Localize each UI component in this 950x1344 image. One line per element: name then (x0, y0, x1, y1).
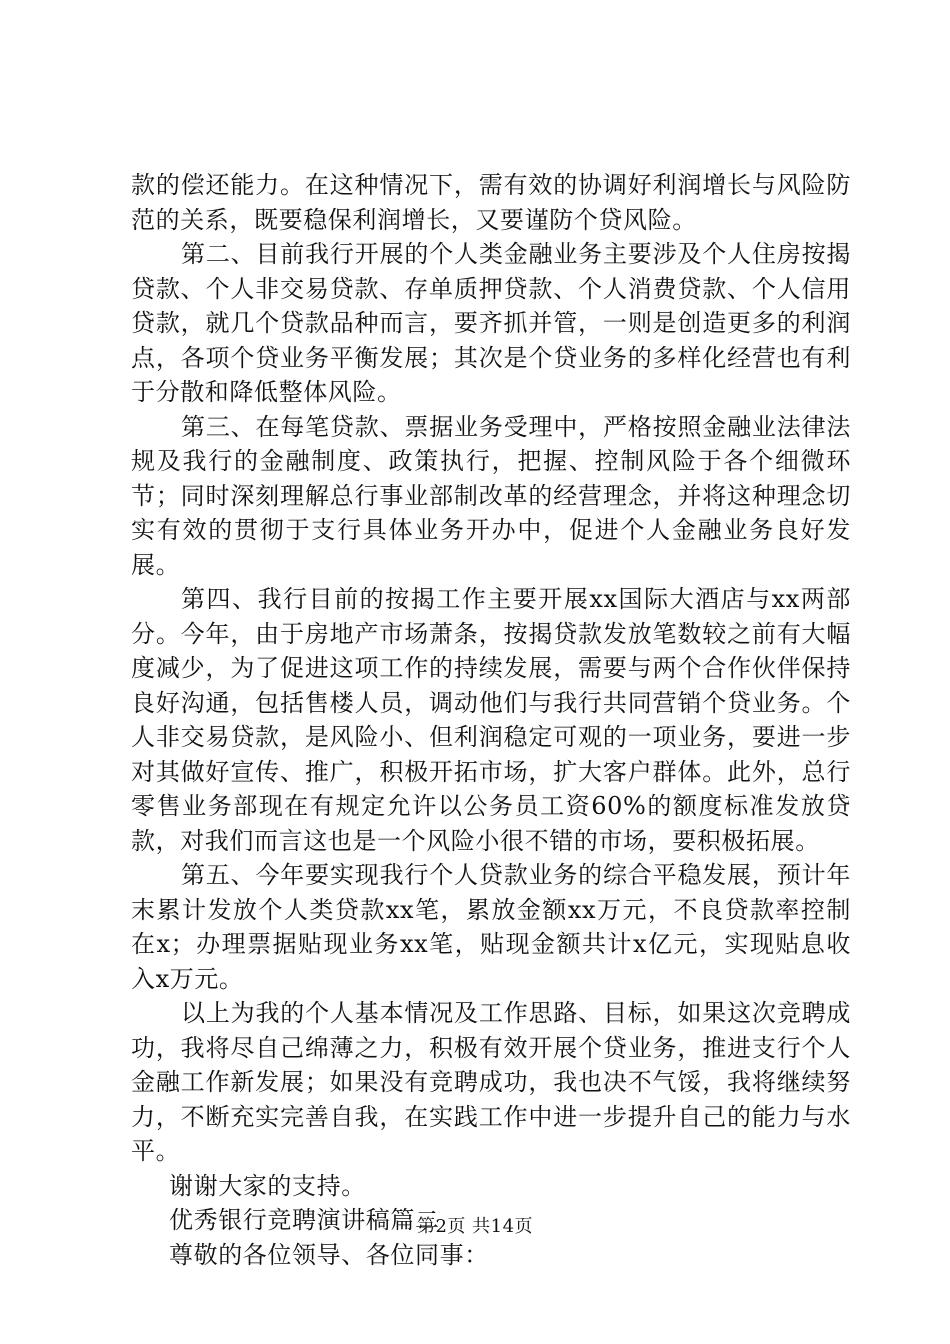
section-heading: 优秀银行竞聘演讲稿篇二 (169, 1206, 440, 1234)
paragraph-fourth-point: 第四、我行目前的按揭工作主要开展xx国际大酒店与xx两部分。今年，由于房地产市场萧条，按揭贷款发放笔数较之前有大幅度减少，为了促进这项工作的持续发展，需要与两个合作伙伴保持良好沟通，包括售楼人员，调动他们与我行共同营销个贷业务。个人非交易贷款，是风险小、但利润稳定可观的一项业务，要进一步对其做好宣传、推广，积极开拓市场，扩大客户群体。此外，总行零售业务部现在有规定允许以公务员工资60%的额度标准发放贷款，对我们而言这也是一个风险小很不错的市场，要积极拓展。 (131, 585, 851, 855)
paragraph-third-point: 第三、在每笔贷款、票据业务受理中，严格按照金融业法律法规及我行的金融制度、政策执行，把握、控制风险于各个细微环节；同时深刻理解总行事业部制改革的经营理念，并将这种理念切实有效的贯彻于支行具体业务开办中，促进个人金融业务良好发展。 (131, 412, 851, 579)
paragraph-fifth-point: 第五、今年要实现我行个人贷款业务的综合平稳发展，预计年末累计发放个人类贷款xx笔，累放金额xx万元，不良贷款率控制在x；办理票据贴现业务xx笔，贴现金额共计x亿元，实现贴息收入x万元。 (131, 861, 851, 993)
paragraph-summary: 以上为我的个人基本情况及工作思路、目标，如果这次竞聘成功，我将尽自己绵薄之力，积极有效开展个贷业务，推进支行个人金融工作新发展；如果没有竞聘成功，我也决不气馁，我将继续努力，不断充实完善自我，在实践工作中进一步提升自己的能力与水平。 (131, 999, 851, 1165)
paragraph-second-point: 第二、目前我行开展的个人类金融业务主要涉及个人住房按揭贷款、个人非交易贷款、存单质押贷款、个人消费贷款、个人信用贷款，就几个贷款品种而言，要齐抓并管，一则是创造更多的利润点，各项个贷业务平衡发展；其次是个贷业务的多样化经营也有利于分散和降低整体风险。 (131, 240, 851, 406)
paragraph-continuation: 款的偿还能力。在这种情况下，需有效的协调好利润增长与风险防范的关系，既要稳保利润增长，又要谨防个贷风险。 (131, 171, 851, 234)
paragraph-thanks: 谢谢大家的支持。 (169, 1171, 366, 1200)
page-number-footer: 第2页 共14页 (416, 1216, 534, 1237)
salutation: 尊敬的各位领导、各位同事： (169, 1240, 489, 1269)
document-body (131, 168, 851, 1272)
